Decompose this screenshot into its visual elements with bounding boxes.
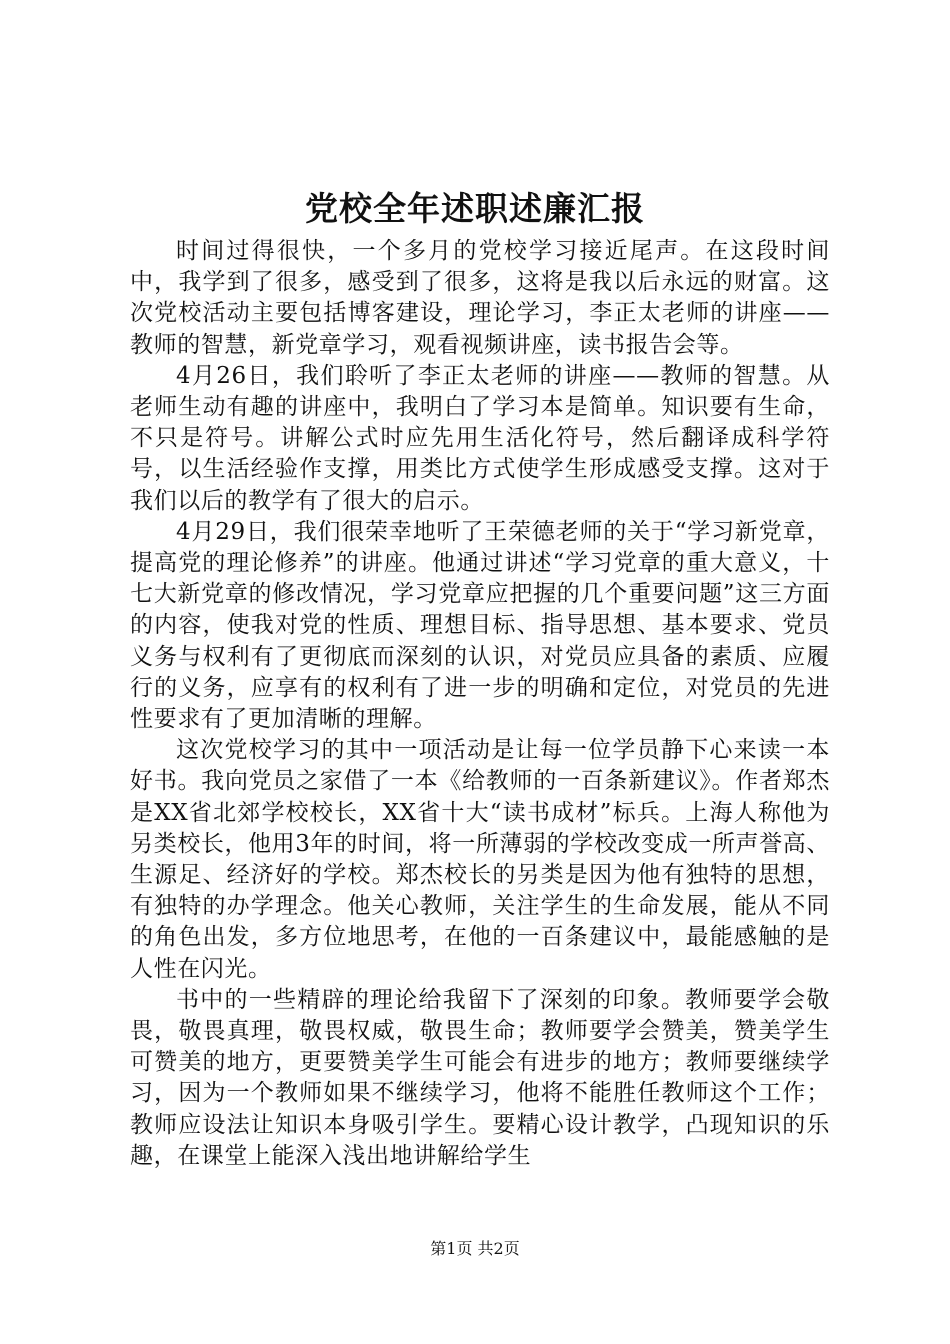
paragraph-book-insights: 书中的一些精辟的理论给我留下了深刻的印象。教师要学会敬畏，敬畏真理，敬畏权威，敬畏生命；教师要学会赞美，赞美学生可赞美的地方，更要赞美学生可能会有进步的地方；教师要继续学习，因为一个教师如果不继续学习，他将不能胜任教师这个工作；教师应设法让知识本身吸引学生。要精心设计教学，凸现知识的乐趣，在课堂上能深入浅出地讲解给学生 [130,986,830,1169]
paragraph-book-reading: 这次党校学习的其中一项活动是让每一位学员静下心来读一本好书。我向党员之家借了一本《给教师的一百条新建议》。作者郑杰是XX省北郊学校校长，XX省十大“读书成材”标兵。上海人称他为另类校长，他用3年的时间，将一所薄弱的学校改变成一所声誉高、生源足、经济好的学校。郑杰校长的另类是因为他有独特的思想，有独特的办学理念。他关心教师，关注学生的生命发展，能从不同的角色出发，多方位地思考，在他的一百条建议中，最能感触的是人性在闪光。 [130,737,830,982]
document-title: 党校全年述职述廉汇报 [305,189,645,228]
paragraph-lecture-party-constitution: 4月29日，我们很荣幸地听了王荣德老师的关于“学习新党章，提高党的理论修养”的讲座。他通过讲述“学习党章的重大意义，十七大新党章的修改情况，学习党章应把握的几个重要问题”这三方面的内容，使我对党的性质、理想目标、指导思想、基本要求、党员义务与权利有了更彻底而深刻的认识，对党员应具备的素质、应履行的义务，应享有的权利有了进一步的明确和定位，对党员的先进性要求有了更加清晰的理解。 [130,518,830,733]
page-number-footer: 第1页 共2页 [430,1239,520,1258]
paragraph-lecture-teacher-wisdom: 4月26日，我们聆听了李正太老师的讲座——教师的智慧。从老师生动有趣的讲座中，我明白了学习本是简单。知识要有生命，不只是符号。讲解公式时应先用生活化符号，然后翻译成科学符号，以生活经验作支撑，用类比方式使学生形成感受支撑。这对于我们以后的教学有了很大的启示。 [130,362,830,514]
paragraph-intro: 时间过得很快，一个多月的党校学习接近尾声。在这段时间中，我学到了很多，感受到了很多，这将是我以后永远的财富。这次党校活动主要包括博客建设，理论学习，李正太老师的讲座——教师的智慧，新党章学习，观看视频讲座，读书报告会等。 [130,238,830,358]
document-body [130,236,830,1172]
